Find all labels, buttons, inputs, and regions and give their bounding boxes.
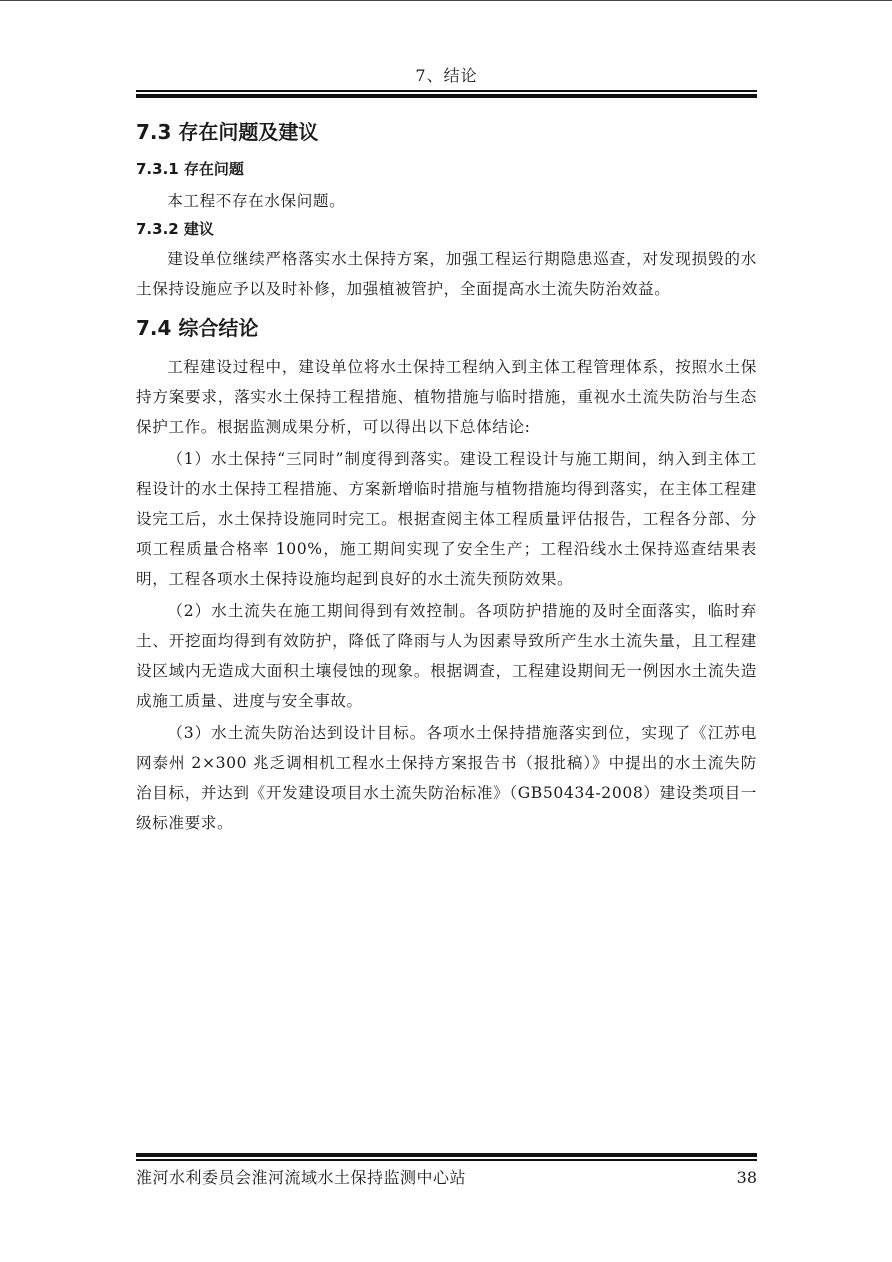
scan-top-edge (0, 0, 892, 1)
footer-rule-thick (136, 1153, 757, 1157)
header-rule-thick (136, 94, 757, 98)
section-7-3-heading: 7.3 存在问题及建议 (136, 120, 319, 144)
header-rule-thin (136, 90, 757, 92)
section-7-3-2-heading: 7.3.2 建议 (136, 220, 214, 238)
footer-organization: 淮河水利委员会淮河流域水土保持监测中心站 (136, 1168, 467, 1187)
section-7-4-paragraph-conclusion-3: （3）水土流失防治达到设计目标。各项水土保持措施落实到位，实现了《江苏电网泰州 2×300 兆乏调相机工程水土保持方案报告书（报批稿）》中提出的水土流失防治目标，并达到《开发建设项目水土流失防治标准》（GB50434-2008）建设类项目一级标准要求。 (136, 724, 757, 832)
section-7-3-2-paragraph: 建设单位继续严格落实水土保持方案，加强工程运行期隐患巡查，对发现损毁的水土保持设施应予以及时补修，加强植被管护，全面提高水土流失防治效益。 (136, 250, 757, 298)
page-number: 38 (736, 1168, 757, 1187)
running-header-title: 7、结论 (415, 66, 478, 85)
section-7-4-paragraph-conclusion-1: （1）水土保持“三同时”制度得到落实。建设工程设计与施工期间，纳入到主体工程设计的水土保持工程措施、方案新增临时措施与植物措施均得到落实，在主体工程建设完工后，水土保持设施同时完工。根据查阅主体工程质量评估报告，工程各分部、分项工程质量合格率 100%，施工期间实现了安全生产；工程沿线水土保持巡查结果表明，工程各项水土保持设施均起到良好的水土流失预防效果。 (136, 450, 757, 588)
section-7-3-1-paragraph: 本工程不存在水保问题。 (167, 192, 346, 210)
section-7-3-1-heading: 7.3.1 存在问题 (136, 160, 244, 178)
page-body (136, 118, 757, 838)
section-7-4-paragraph-intro: 工程建设过程中，建设单位将水土保持工程纳入到主体工程管理体系，按照水土保持方案要求，落实水土保持工程措施、植物措施与临时措施，重视水土流失防治与生态保护工作。根据监测成果分析，可以得出以下总体结论: (136, 358, 757, 436)
section-7-4-paragraph-conclusion-2: （2）水土流失在施工期间得到有效控制。各项防护措施的及时全面落实，临时弃土、开挖面均得到有效防护，降低了降雨与人为因素导致所产生水土流失量，且工程建设区域内无造成大面积土壤侵蚀的现象。根据调查，工程建设期间无一例因水土流失造成施工质量、进度与安全事故。 (136, 602, 757, 710)
footer-rule-thin (136, 1159, 757, 1161)
section-7-4-heading: 7.4 综合结论 (136, 316, 259, 340)
